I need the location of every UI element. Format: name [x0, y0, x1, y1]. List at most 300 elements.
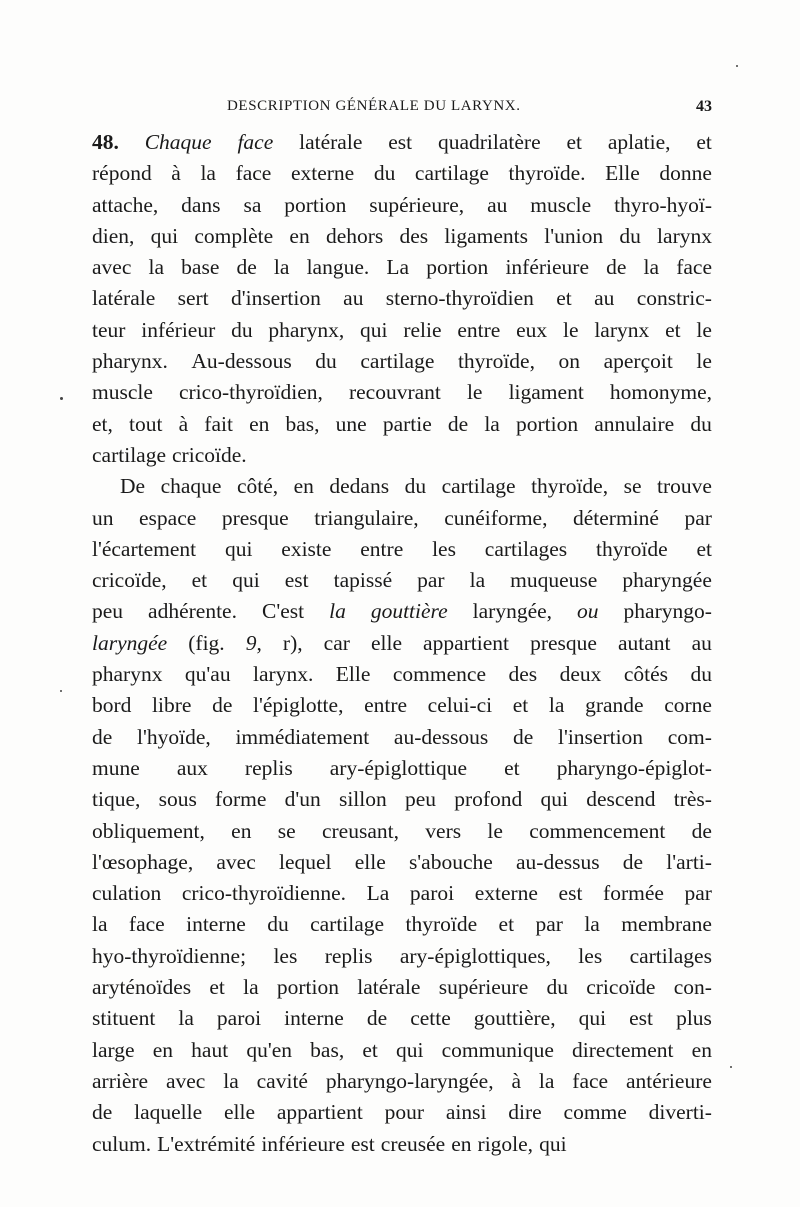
- word: qu'en: [246, 1037, 293, 1062]
- word: larynx: [594, 317, 650, 342]
- text-line: [92, 816, 712, 847]
- word: du: [690, 411, 712, 436]
- word: avec: [92, 255, 132, 280]
- word: la: [584, 912, 600, 937]
- word: qu'au: [184, 662, 231, 687]
- word: cartilage: [92, 442, 167, 467]
- word: tique,: [92, 787, 141, 812]
- word: car: [323, 630, 350, 655]
- word: sillon: [338, 787, 387, 812]
- text-line: [92, 659, 712, 690]
- word: pharyngo-épiglot-: [556, 755, 712, 780]
- word: antérieure: [625, 1068, 712, 1093]
- text-line: [92, 283, 712, 314]
- word: et: [498, 912, 515, 937]
- word: du: [267, 912, 289, 937]
- word: ou: [577, 599, 599, 624]
- word: la: [469, 568, 486, 593]
- word: supérieure: [438, 975, 529, 1000]
- word: sa: [243, 192, 262, 217]
- word: la: [223, 1068, 239, 1093]
- word: dien,: [92, 223, 135, 248]
- word: rigole,: [477, 1131, 534, 1156]
- word: de: [512, 724, 534, 749]
- word: directement: [572, 1037, 674, 1062]
- word: larynx.: [253, 662, 314, 687]
- text-line: [92, 565, 712, 596]
- word: partie: [382, 411, 432, 436]
- word: sterno-thyroïdien: [385, 286, 534, 311]
- running-header: [92, 98, 712, 122]
- word: Elle: [605, 161, 640, 186]
- word: face: [128, 912, 165, 937]
- word: elle: [370, 630, 402, 655]
- word: triangulaire,: [314, 505, 419, 530]
- word: par: [684, 505, 712, 530]
- word: la: [548, 693, 565, 718]
- word: La: [386, 255, 410, 280]
- word: et: [696, 130, 712, 154]
- text-line: [92, 753, 712, 784]
- word: con-: [673, 975, 712, 1000]
- word: en: [289, 223, 310, 248]
- text-line: [92, 1066, 712, 1097]
- word: presque: [221, 505, 289, 530]
- word: sert: [177, 286, 209, 311]
- word: au: [487, 192, 508, 217]
- word: l'écartement: [92, 536, 197, 561]
- word: est: [388, 130, 413, 154]
- print-speck: [60, 397, 63, 400]
- body-text: [92, 127, 712, 1160]
- word: celui-ci: [427, 693, 493, 718]
- word: et: [566, 130, 582, 154]
- word: et: [209, 975, 225, 1000]
- word: et: [191, 568, 208, 593]
- word: adhérente.: [148, 599, 237, 624]
- word: inférieure: [505, 255, 589, 280]
- word: vers: [425, 818, 462, 843]
- word: de: [606, 255, 627, 280]
- word: au: [343, 286, 364, 311]
- word: à: [171, 161, 181, 186]
- word: profond: [454, 787, 523, 812]
- word: r),: [282, 630, 303, 655]
- word: le: [487, 818, 503, 843]
- word: et: [696, 536, 712, 561]
- word: laquelle: [134, 1100, 203, 1125]
- word: qui: [540, 787, 569, 812]
- word: de: [92, 1100, 113, 1125]
- word: portion: [426, 255, 489, 280]
- word: de: [691, 818, 712, 843]
- word: et: [362, 1037, 378, 1062]
- text-line: [92, 1035, 712, 1066]
- word: les: [432, 536, 456, 561]
- word: dedans: [329, 474, 390, 499]
- word: un: [92, 505, 114, 530]
- word: bas,: [310, 1037, 345, 1062]
- word: du: [231, 317, 253, 342]
- word: tapissé: [333, 568, 393, 593]
- word: donne: [659, 161, 712, 186]
- word: entre: [457, 317, 501, 342]
- word: De: [120, 474, 146, 499]
- text-line: [92, 377, 712, 408]
- word: de: [92, 724, 113, 749]
- word: paroi: [216, 1006, 262, 1031]
- word: thyroïde,: [531, 474, 609, 499]
- word: laryngée: [92, 630, 168, 655]
- text-line: [92, 1003, 712, 1034]
- word: en: [293, 474, 314, 499]
- word: du: [619, 223, 641, 248]
- word: thyroïde: [595, 536, 668, 561]
- word: tout: [129, 411, 163, 436]
- word: de: [622, 849, 644, 874]
- word: cricoïde: [586, 975, 656, 1000]
- word: la: [200, 161, 216, 186]
- word: entre: [364, 693, 408, 718]
- word: interne: [186, 912, 246, 937]
- word: deux: [559, 662, 602, 687]
- word: teur: [92, 317, 126, 342]
- word: pharynx,: [268, 317, 345, 342]
- word: elle: [354, 849, 386, 874]
- word: avec: [216, 849, 256, 874]
- word: et: [556, 286, 572, 311]
- word: au: [691, 630, 712, 655]
- word: aryténoïdes: [92, 975, 192, 1000]
- word: aperçoit: [603, 349, 673, 374]
- word: du: [546, 975, 568, 1000]
- word: chaque: [160, 474, 222, 499]
- word: 9,: [245, 630, 262, 655]
- word: hyo-thyroïdienne;: [92, 943, 247, 968]
- word: haut: [191, 1037, 229, 1062]
- word: se: [623, 474, 642, 499]
- word: l'union: [544, 223, 604, 248]
- word: cartilage: [360, 349, 435, 374]
- page-number: 43: [696, 98, 712, 115]
- word: face: [676, 255, 712, 280]
- word: et,: [92, 411, 113, 436]
- word: de: [366, 1006, 388, 1031]
- word: pharynx: [92, 662, 163, 687]
- word: côtés: [623, 662, 669, 687]
- word: membrane: [621, 912, 712, 937]
- text-line: [92, 628, 712, 659]
- word: au: [594, 286, 615, 311]
- word: le: [696, 349, 712, 374]
- word: autant: [617, 630, 671, 655]
- word: des: [399, 223, 429, 248]
- word: ligaments: [444, 223, 529, 248]
- word: formée: [603, 881, 664, 906]
- word: externe: [290, 161, 355, 186]
- word: du: [690, 662, 712, 687]
- word: crico-thyroïdienne.: [181, 881, 347, 906]
- word: la: [273, 255, 290, 280]
- word: grande: [585, 693, 644, 718]
- word: cette: [410, 1006, 451, 1031]
- word: eux: [516, 317, 548, 342]
- word: aplatie,: [607, 130, 671, 154]
- text-line: [92, 252, 712, 283]
- word: attache,: [92, 192, 159, 217]
- word: en: [451, 1131, 472, 1156]
- word: la: [148, 255, 165, 280]
- word: dehors: [325, 223, 384, 248]
- word: ary-épiglottique: [329, 755, 468, 780]
- word: relie: [403, 317, 442, 342]
- text-line: [92, 909, 712, 940]
- word: sous: [158, 787, 197, 812]
- word: la: [243, 975, 259, 1000]
- print-speck: [60, 690, 62, 692]
- text-line: [92, 1097, 712, 1128]
- text-line: [92, 690, 712, 721]
- word: creusant,: [321, 818, 399, 843]
- word: on: [558, 349, 581, 374]
- word: appartient: [276, 1100, 363, 1125]
- word: muscle: [530, 192, 592, 217]
- word: Au-dessous: [191, 349, 292, 374]
- word: par: [684, 881, 712, 906]
- word: espace: [139, 505, 197, 530]
- word: face: [235, 161, 272, 186]
- word: arrière: [92, 1068, 149, 1093]
- text-line: [92, 722, 712, 753]
- word: culation: [92, 881, 162, 906]
- word: d'un: [284, 787, 321, 812]
- word: paroi: [409, 881, 455, 906]
- word: lequel: [278, 849, 332, 874]
- print-speck: [736, 65, 738, 67]
- word: pharyngo-: [623, 599, 712, 624]
- word: trouve: [656, 474, 712, 499]
- word: qui: [150, 223, 179, 248]
- word: les: [273, 943, 298, 968]
- word: latérale: [299, 130, 363, 154]
- word: pour: [384, 1100, 425, 1125]
- word: 48.: [92, 130, 119, 154]
- word: l'insertion: [557, 724, 644, 749]
- word: est: [350, 1131, 375, 1156]
- word: appartient: [423, 630, 510, 655]
- word: qui: [396, 1037, 424, 1062]
- word: cricoïde.: [172, 442, 247, 467]
- word: large: [92, 1037, 135, 1062]
- word: bord: [92, 693, 132, 718]
- word: presque: [530, 630, 597, 655]
- word: forme: [215, 787, 267, 812]
- word: du: [404, 474, 427, 499]
- text-line: [92, 409, 712, 440]
- word: thyroïde.: [508, 161, 586, 186]
- word: pharyngée: [622, 568, 712, 593]
- word: en: [249, 411, 270, 436]
- word: entre: [360, 536, 404, 561]
- word: replis: [244, 755, 293, 780]
- word: est: [629, 1006, 654, 1031]
- word: déterminé: [573, 505, 659, 530]
- word: qui: [360, 317, 388, 342]
- word: avec: [165, 1068, 206, 1093]
- word: portion: [276, 975, 339, 1000]
- word: les: [578, 943, 603, 968]
- word: base: [181, 255, 220, 280]
- word: la: [329, 599, 346, 624]
- word: dire: [508, 1100, 542, 1125]
- word: gouttière,: [473, 1006, 556, 1031]
- word: répond: [92, 161, 152, 186]
- word: L'extrémité: [157, 1131, 256, 1156]
- word: obliquement,: [92, 818, 205, 843]
- word: face: [572, 1068, 609, 1093]
- word: dans: [181, 192, 221, 217]
- word: et: [512, 693, 529, 718]
- word: Elle: [335, 662, 371, 687]
- word: la: [484, 411, 500, 436]
- text-line: [92, 596, 712, 627]
- word: l'hyoïde,: [137, 724, 211, 749]
- word: la: [643, 255, 660, 280]
- text-line: [92, 972, 712, 1003]
- word: et: [665, 317, 681, 342]
- word: C'est: [261, 599, 305, 624]
- text-line: [92, 1129, 712, 1160]
- word: d'insertion: [230, 286, 321, 311]
- word: le: [696, 317, 712, 342]
- word: en: [152, 1037, 174, 1062]
- word: aux: [176, 755, 208, 780]
- word: cunéiforme,: [444, 505, 548, 530]
- word: (fig.: [188, 630, 225, 655]
- word: à: [511, 1068, 522, 1093]
- word: en: [691, 1037, 712, 1062]
- word: bas,: [285, 411, 320, 436]
- word: larynx: [657, 223, 712, 248]
- text-line: [92, 315, 712, 346]
- word: par: [417, 568, 445, 593]
- word: creusée: [380, 1131, 446, 1156]
- word: culum.: [92, 1131, 152, 1156]
- word: inférieure: [261, 1131, 345, 1156]
- word: du: [373, 161, 396, 186]
- word: annulaire: [594, 411, 675, 436]
- word: la: [178, 1006, 194, 1031]
- word: gouttière: [370, 599, 448, 624]
- word: est: [284, 568, 309, 593]
- text-line: [92, 503, 712, 534]
- word: cricoïde,: [92, 568, 167, 593]
- word: immédiatement: [235, 724, 370, 749]
- word: commence: [392, 662, 486, 687]
- word: complète: [194, 223, 274, 248]
- header-title: DESCRIPTION GÉNÉRALE DU LARYNX.: [227, 98, 521, 114]
- word: se: [277, 818, 296, 843]
- word: externe: [474, 881, 538, 906]
- text-line: [92, 440, 712, 471]
- word: le: [466, 380, 483, 405]
- word: thyro-hyoï-: [614, 192, 712, 217]
- word: recouvrant: [348, 380, 441, 405]
- word: très-: [673, 787, 712, 812]
- word: plus: [676, 1006, 712, 1031]
- word: inférieur: [141, 317, 216, 342]
- word: de: [236, 255, 257, 280]
- word: cartilages: [484, 536, 568, 561]
- word: thyroïde: [405, 912, 478, 937]
- text-line: [92, 941, 712, 972]
- word: muqueuse: [510, 568, 598, 593]
- word: muscle: [92, 380, 153, 405]
- word: en: [231, 818, 252, 843]
- word: existe: [281, 536, 332, 561]
- word: à: [178, 411, 189, 436]
- word: pharynx.: [92, 349, 168, 374]
- word: corne: [664, 693, 712, 718]
- word: une: [335, 411, 367, 436]
- word: face: [237, 130, 274, 154]
- word: portion: [284, 192, 347, 217]
- word: comme: [563, 1100, 627, 1125]
- word: s'abouche: [408, 849, 493, 874]
- word: latérale: [357, 975, 421, 1000]
- word: par: [535, 912, 563, 937]
- word: peu: [92, 599, 124, 624]
- word: qui: [232, 568, 260, 593]
- word: constric-: [636, 286, 712, 311]
- word: cartilage: [414, 161, 489, 186]
- word: cartilages: [629, 943, 712, 968]
- word: supérieure,: [369, 192, 465, 217]
- word: com-: [667, 724, 712, 749]
- word: stituent: [92, 1006, 156, 1031]
- word: et: [504, 755, 520, 780]
- word: crico-thyroïdien,: [178, 380, 323, 405]
- word: ainsi: [445, 1100, 487, 1125]
- word: thyroïde,: [457, 349, 535, 374]
- word: qui: [539, 1131, 567, 1156]
- word: La: [366, 881, 390, 906]
- word: du: [315, 349, 337, 374]
- text-line: [92, 158, 712, 189]
- word: pharyngo-laryngée,: [325, 1068, 494, 1093]
- word: commencement: [529, 818, 666, 843]
- word: l'œsophage,: [92, 849, 194, 874]
- word: latérale: [92, 286, 156, 311]
- text-line: [92, 127, 712, 158]
- text-line: [92, 221, 712, 252]
- word: qui: [578, 1006, 607, 1031]
- word: ary-épiglottiques,: [399, 943, 551, 968]
- word: ligament: [508, 380, 584, 405]
- word: replis: [324, 943, 373, 968]
- word: homonyme,: [609, 380, 712, 405]
- word: la: [92, 912, 108, 937]
- word: laryngée,: [472, 599, 553, 624]
- word: le: [562, 317, 579, 342]
- word: l'arti-: [666, 849, 712, 874]
- word: communique: [441, 1037, 554, 1062]
- text-line: [92, 847, 712, 878]
- word: cartilage: [310, 912, 385, 937]
- text-line: [92, 346, 712, 377]
- print-speck: [730, 1066, 732, 1068]
- word: descend: [586, 787, 656, 812]
